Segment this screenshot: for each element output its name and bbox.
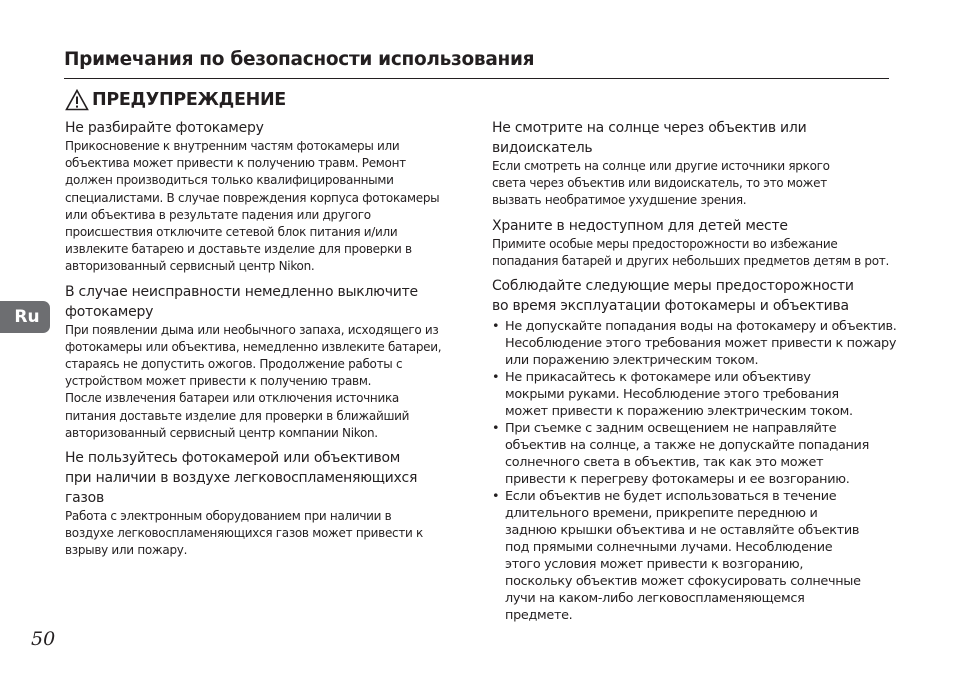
text-line: объектива может привести к получению травм. Ремонт	[65, 156, 406, 171]
section-title	[65, 282, 465, 322]
text-line: мокрыми руками. Несоблюдение этого требования	[505, 387, 839, 403]
section-body	[65, 508, 465, 560]
text-line: авторизованный сервисный центр компании Nikon.	[65, 425, 378, 440]
language-tab: Ru	[0, 301, 50, 333]
text-line: устройством может привести к получению травм.	[65, 374, 372, 389]
bullet-dot: •	[492, 370, 500, 386]
section-title	[65, 448, 465, 508]
section-title-line: видоискатель	[492, 140, 593, 156]
text-line: вызвать необратимое ухудшение зрения.	[492, 193, 747, 208]
text-line: лучи на каком-либо легковоспламеняющемся	[505, 591, 805, 607]
section-title	[492, 276, 892, 316]
text-line: Не допускайте попадания воды на фотокамеру и объектив.	[505, 319, 897, 335]
text-line: Примите особые меры предосторожности во избежание	[492, 236, 838, 251]
text-line: фотокамеры или объектива, немедленно извлеките батареи,	[65, 339, 442, 354]
section-title-line: при наличии в воздухе легковоспламеняющихся	[65, 470, 418, 487]
text-line: стараясь не допустить ожогов. Продолжение работы с	[65, 357, 403, 372]
left-column	[65, 118, 465, 560]
text-line: длительного времени, прикрепите переднюю и	[505, 506, 818, 522]
text-line: происшествия отключите сетевой блок питания и/или	[65, 225, 398, 240]
text-line: света через объектив или видоискатель, то это может	[492, 176, 827, 191]
text-line: под прямыми солнечными лучами. Несоблюдение	[505, 540, 833, 556]
text-line: или поражению электрическим током.	[505, 353, 759, 369]
title-divider	[64, 78, 889, 79]
text-line: Несоблюдение этого требования может привести к пожару	[505, 336, 897, 352]
section-title-line: Соблюдайте следующие меры предосторожности	[492, 278, 854, 295]
warning-section	[65, 118, 465, 276]
section-title	[65, 118, 465, 138]
section-title	[492, 118, 892, 158]
text-line: Если смотреть на солнце или другие источники яркого	[492, 159, 830, 173]
warning-section	[492, 276, 897, 624]
text-line: извлеките батарею и доставьте изделие для проверки в	[65, 242, 412, 257]
page-title: Примечания по безопасности использования	[64, 49, 535, 70]
text-line: попадания батарей и других небольших предметов детям в рот.	[492, 253, 889, 268]
section-title-line: Не смотрите на солнце через объектив или	[492, 120, 807, 136]
text-line: При появлении дыма или необычного запаха, исходящего из	[65, 322, 439, 337]
section-title-line: В случае неисправности немедленно выключите	[65, 283, 418, 300]
section-body	[492, 236, 892, 270]
text-line: заднюю крышки объектива и не оставляйте объектив	[505, 523, 860, 539]
text-line: Работа с электронным оборудованием при наличии в	[65, 509, 392, 524]
bullet-dot: •	[492, 421, 500, 437]
text-line: питания доставьте изделие для проверки в ближайший	[65, 408, 410, 423]
section-title-line: фотокамеру	[65, 303, 154, 320]
text-line: взрыву или пожару.	[65, 543, 188, 558]
text-line: специалистами. В случае повреждения корпуса фотокамеры	[65, 190, 440, 205]
section-title-line: Не пользуйтесь фотокамерой или объективом	[65, 450, 401, 467]
right-column	[492, 118, 897, 624]
section-title-line: Не разбирайте фотокамеру	[65, 120, 264, 136]
warning-triangle-icon	[65, 89, 89, 111]
bullet-item	[492, 369, 892, 420]
warning-heading	[65, 87, 286, 113]
section-body	[65, 138, 465, 276]
bullet-item	[492, 420, 892, 488]
text-line: привести к перегреву фотокамеры и ее возгоранию.	[505, 472, 850, 488]
text-line: поскольку объектив может сфокусировать солнечные	[505, 574, 861, 590]
text-line: Если объектив не будет использоваться в течение	[505, 489, 837, 505]
text-line: После извлечения батареи или отключения источника	[65, 391, 399, 406]
text-line: этого условия может привести к возгоранию,	[505, 557, 804, 573]
text-line: Не прикасайтесь к фотокамере или объективу	[505, 370, 811, 386]
text-line: предмете.	[505, 608, 573, 624]
section-title-line: Храните в недоступном для детей месте	[492, 217, 788, 234]
section-title-line: во время эксплуатации фотокамеры и объектива	[492, 298, 849, 315]
text-line: Прикосновение к внутренним частям фотокамеры или	[65, 139, 400, 153]
page-number: 50	[31, 628, 56, 650]
text-line: может привести к поражению электрическим током.	[505, 404, 853, 420]
text-line: воздухе легковоспламеняющихся газов может привести к	[65, 526, 423, 541]
section-body	[492, 158, 892, 210]
text-line: При съемке с задним освещением не направляйте	[505, 421, 837, 437]
text-line: должен производиться только квалифицированными	[65, 173, 394, 188]
bullet-dot: •	[492, 489, 500, 505]
section-body	[65, 322, 465, 442]
warning-section	[492, 216, 892, 270]
warning-label: ПРЕДУПРЕЖДЕНИЕ	[92, 90, 286, 110]
bullet-list	[492, 318, 897, 624]
warning-section	[492, 118, 892, 210]
text-line: авторизованный сервисный центр Nikon.	[65, 259, 315, 274]
bullet-item	[492, 318, 897, 369]
text-line: или объектива в результате падения или другого	[65, 207, 371, 222]
text-line: объектив на солнце, а также не допускайте попадания	[505, 438, 869, 454]
text-line: солнечного света в объектив, так как это может	[505, 455, 824, 471]
warning-section	[65, 282, 465, 442]
bullet-item	[492, 488, 892, 624]
bullet-dot: •	[492, 319, 500, 335]
warning-section	[65, 448, 465, 560]
section-title	[492, 216, 892, 236]
section-title-line: газов	[65, 490, 104, 507]
